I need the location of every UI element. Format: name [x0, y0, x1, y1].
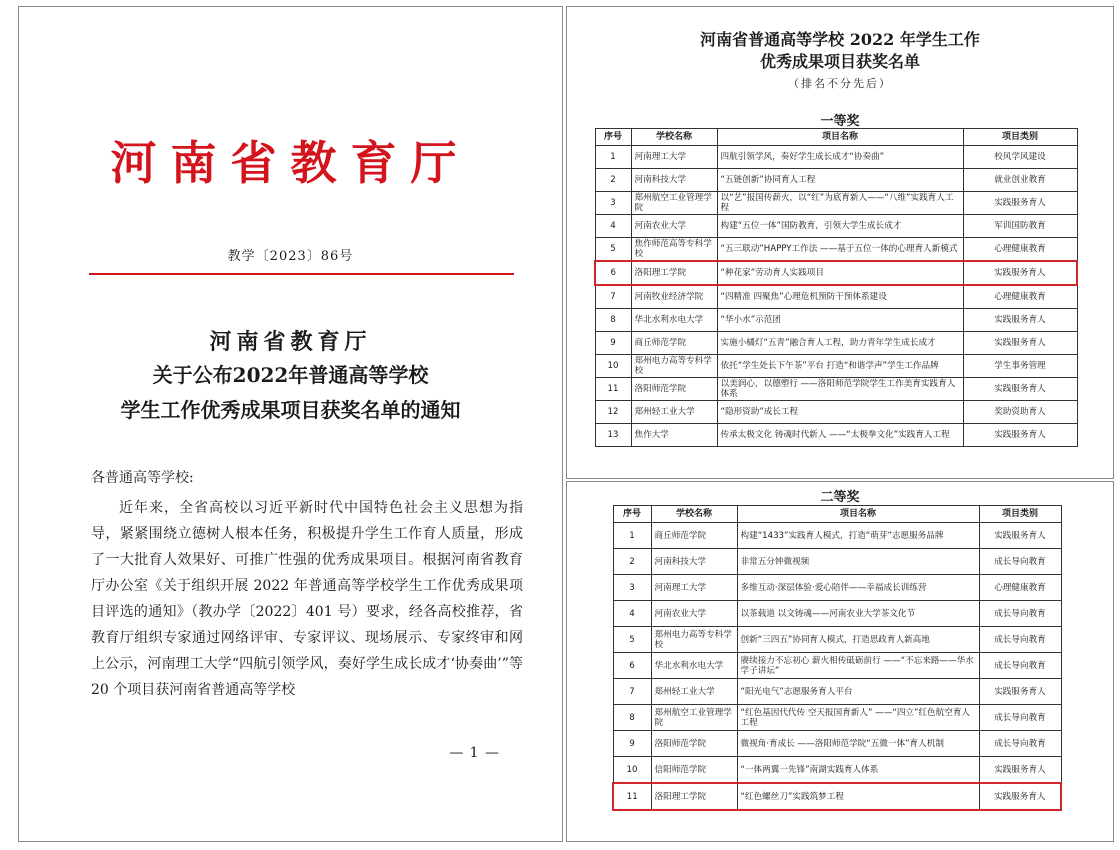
cell-project: 赓续接力不忘初心 薪火相传砥砺前行 ——“不忘来路——华水学子讲坛”: [737, 653, 979, 679]
cell-school: 洛阳理工学院: [651, 783, 737, 810]
cell-category: 成长导向教育: [979, 627, 1061, 653]
table-row: [613, 731, 1061, 757]
table-row: [595, 192, 1077, 215]
col-header-category: 项目类别: [979, 506, 1061, 523]
cell-school: 郑州轻工业大学: [631, 401, 717, 424]
cell-project: 微视角·育成长 ——洛阳师范学院“五微一体”育人机制: [737, 731, 979, 757]
cell-school: 河南农业大学: [631, 215, 717, 238]
cell-category: 实践服务育人: [963, 309, 1077, 332]
table-row-highlighted: [595, 261, 1077, 285]
cell-category: 实践服务育人: [979, 679, 1061, 705]
second-prize-page: [566, 481, 1114, 842]
cell-no: 1: [595, 146, 631, 169]
cell-no: 1: [613, 523, 651, 549]
table-row: [613, 601, 1061, 627]
cell-no: 3: [613, 575, 651, 601]
col-header-no: 序号: [613, 506, 651, 523]
col-header-no: 序号: [595, 129, 631, 146]
cell-no: 12: [595, 401, 631, 424]
cell-category: 实践服务育人: [963, 332, 1077, 355]
cell-project: 创新“三四五”协同育人模式，打造思政育人新高地: [737, 627, 979, 653]
ranking-note: （排名不分先后）: [788, 77, 892, 90]
cell-school: 郑州电力高等专科学校: [631, 355, 717, 378]
cell-project: “种花家”劳动育人实践项目: [717, 261, 963, 285]
table-row: [595, 238, 1077, 262]
table-row: [595, 215, 1077, 238]
table-row: [613, 523, 1061, 549]
cell-no: 2: [613, 549, 651, 575]
cell-no: 5: [613, 627, 651, 653]
table-header-row: [595, 129, 1077, 146]
cell-project: 以茶载道 以文铸魂——河南农业大学茶文化节: [737, 601, 979, 627]
cell-category: 学生事务管理: [963, 355, 1077, 378]
cell-project: “红色基因代代传 空天报国育新人” ——“四立”红色航空育人工程: [737, 705, 979, 731]
cell-project: “五三联动”HAPPY工作法 ——基于五位一体的心理育人新模式: [717, 238, 963, 262]
cell-no: 7: [613, 679, 651, 705]
red-divider: [89, 273, 514, 275]
table-row: [613, 653, 1061, 679]
cell-category: 成长导向教育: [979, 705, 1061, 731]
cell-school: 郑州轻工业大学: [651, 679, 737, 705]
cell-category: 实践服务育人: [963, 424, 1077, 447]
cell-no: 4: [595, 215, 631, 238]
table-row: [613, 575, 1061, 601]
cell-no: 6: [613, 653, 651, 679]
cell-category: 心理健康教育: [979, 575, 1061, 601]
table-row: [613, 705, 1061, 731]
cell-category: 军训国防教育: [963, 215, 1077, 238]
cell-school: 河南科技大学: [631, 169, 717, 192]
table-row: [595, 378, 1077, 401]
cell-no: 8: [613, 705, 651, 731]
table-row: [613, 757, 1061, 784]
cell-no: 8: [595, 309, 631, 332]
cell-project: “华小水”示范团: [717, 309, 963, 332]
doc-number: 教学〔2023〕86号: [227, 249, 354, 264]
cell-category: 心理健康教育: [963, 285, 1077, 309]
table-row: [595, 169, 1077, 192]
notice-page: [18, 6, 563, 842]
cell-project: “五链创新”协同育人工程: [717, 169, 963, 192]
notice-title-line-1: 河南省教育厅: [209, 329, 372, 355]
cell-category: 成长导向教育: [979, 653, 1061, 679]
cell-no: 11: [613, 783, 651, 810]
cell-school: 商丘师范学院: [631, 332, 717, 355]
table-row: [595, 332, 1077, 355]
table-row: [595, 285, 1077, 309]
first-prize-heading: 一等奖: [820, 114, 860, 129]
cell-project: 传承太极文化 铸魂时代新人 ——“太极拳文化”实践育人工程: [717, 424, 963, 447]
cell-project: “阳光电气”志愿服务育人平台: [737, 679, 979, 705]
cell-no: 11: [595, 378, 631, 401]
cell-category: 成长导向教育: [979, 549, 1061, 575]
cell-no: 2: [595, 169, 631, 192]
cell-school: 信阳师范学院: [651, 757, 737, 784]
cell-school: 河南牧业经济学院: [631, 285, 717, 309]
col-header-project: 项目名称: [737, 506, 979, 523]
cell-project: 依托“学生处长下午茶”平台 打造“和谐学声”学生工作品牌: [717, 355, 963, 378]
cell-category: 实践服务育人: [963, 378, 1077, 401]
table-row: [595, 146, 1077, 169]
cell-project: “红色螺丝刀”实践筑梦工程: [737, 783, 979, 810]
cell-project: “一体两翼一先锋”南湖实践育人体系: [737, 757, 979, 784]
cell-category: 实践服务育人: [963, 261, 1077, 285]
cell-no: 13: [595, 424, 631, 447]
col-header-category: 项目类别: [963, 129, 1077, 146]
cell-category: 就业创业教育: [963, 169, 1077, 192]
cell-project: 实施小橘灯“五青”融合育人工程，助力青年学生成长成才: [717, 332, 963, 355]
cell-project: 构建“1433”实践育人模式，打造“萌芽”志愿服务品牌: [737, 523, 979, 549]
col-header-school: 学校名称: [631, 129, 717, 146]
cell-project: 构建“五位一体”国防教育，引领大学生成长成才: [717, 215, 963, 238]
cell-no: 4: [613, 601, 651, 627]
second-prize-table: [612, 505, 1062, 811]
cell-school: 焦作大学: [631, 424, 717, 447]
list-title-line-2: 优秀成果项目获奖名单: [759, 52, 920, 71]
cell-school: 河南理工大学: [651, 575, 737, 601]
first-prize-table: [594, 128, 1078, 447]
cell-category: 心理健康教育: [963, 238, 1077, 262]
cell-school: 洛阳师范学院: [631, 378, 717, 401]
cell-school: 河南理工大学: [631, 146, 717, 169]
cell-school: 郑州航空工业管理学院: [631, 192, 717, 215]
table-row: [595, 309, 1077, 332]
body-paragraph: 近年来，全省高校以习近平新时代中国特色社会主义思想为指导，紧紧围绕立德树人根本任务，积极提升学生工作育人质量，形成了一大批育人效果好、可推广性强的优秀成果项目。根据河南省教育厅办公室《关于组织开展 2022 年普通高等学校学生工作优秀成果项目评选的通知》（教办学〔2022〕401 号）要求，经各高校推荐，省教育厅组织专家通过网络评审、专家评议、现场展示、专家终审和网上公示，河南理工大学“四航引领学风，奏好学生成长成才‘协奏曲’”等 20 个项目获河南省普通高等学校: [91, 500, 523, 698]
cell-category: 成长导向教育: [979, 731, 1061, 757]
cell-school: 华北水利水电大学: [631, 309, 717, 332]
table-row-highlighted: [613, 783, 1061, 810]
table-row: [613, 549, 1061, 575]
page-number: — 1 —: [449, 745, 500, 761]
cell-no: 7: [595, 285, 631, 309]
list-title-line-1: 河南省普通高等学校 2022 年学生工作: [700, 30, 980, 49]
col-header-project: 项目名称: [717, 129, 963, 146]
cell-school: 焦作师范高等专科学校: [631, 238, 717, 262]
cell-school: 华北水利水电大学: [651, 653, 737, 679]
cell-no: 10: [595, 355, 631, 378]
cell-school: 郑州电力高等专科学校: [651, 627, 737, 653]
cell-no: 6: [595, 261, 631, 285]
cell-project: 非常五分钟微视频: [737, 549, 979, 575]
notice-title-line-3: 学生工作优秀成果项目获奖名单的通知: [120, 398, 461, 422]
table-row: [613, 679, 1061, 705]
cell-project: “隐形资助”成长工程: [717, 401, 963, 424]
cell-category: 实践服务育人: [979, 523, 1061, 549]
cell-school: 洛阳师范学院: [651, 731, 737, 757]
cell-category: 校风学风建设: [963, 146, 1077, 169]
cell-project: “四精准 四聚焦”心理危机预防干预体系建设: [717, 285, 963, 309]
cell-category: 实践服务育人: [963, 192, 1077, 215]
cell-no: 9: [595, 332, 631, 355]
cell-school: 郑州航空工业管理学院: [651, 705, 737, 731]
cell-category: 实践服务育人: [979, 757, 1061, 784]
cell-school: 河南科技大学: [651, 549, 737, 575]
first-prize-page: [566, 6, 1114, 479]
org-header: 河南省教育厅: [110, 136, 471, 190]
cell-category: 成长导向教育: [979, 601, 1061, 627]
cell-category: 实践服务育人: [979, 783, 1061, 810]
cell-project: 四航引领学风，奏好学生成长成才“协奏曲”: [717, 146, 963, 169]
cell-project: 以“艺”报国传薪火，以“红”为底育新人——“八维”实践育人工程: [717, 192, 963, 215]
col-header-school: 学校名称: [651, 506, 737, 523]
cell-school: 商丘师范学院: [651, 523, 737, 549]
table-row: [595, 401, 1077, 424]
cell-no: 9: [613, 731, 651, 757]
cell-school: 洛阳理工学院: [631, 261, 717, 285]
cell-no: 3: [595, 192, 631, 215]
cell-no: 5: [595, 238, 631, 262]
table-header-row: [613, 506, 1061, 523]
cell-school: 河南农业大学: [651, 601, 737, 627]
salutation: 各普通高等学校:: [91, 470, 194, 486]
table-row: [595, 355, 1077, 378]
notice-title-line-2: 关于公布2022年普通高等学校: [152, 363, 429, 387]
cell-project: 以美润心，以德塑行 ——洛阳师范学院学生工作美育实践育人体系: [717, 378, 963, 401]
table-row: [595, 424, 1077, 447]
second-prize-heading: 二等奖: [820, 490, 860, 505]
cell-project: 多维互动·深层体验·爱心陪伴——幸福成长训练营: [737, 575, 979, 601]
table-row: [613, 627, 1061, 653]
cell-no: 10: [613, 757, 651, 784]
cell-category: 奖助资助育人: [963, 401, 1077, 424]
